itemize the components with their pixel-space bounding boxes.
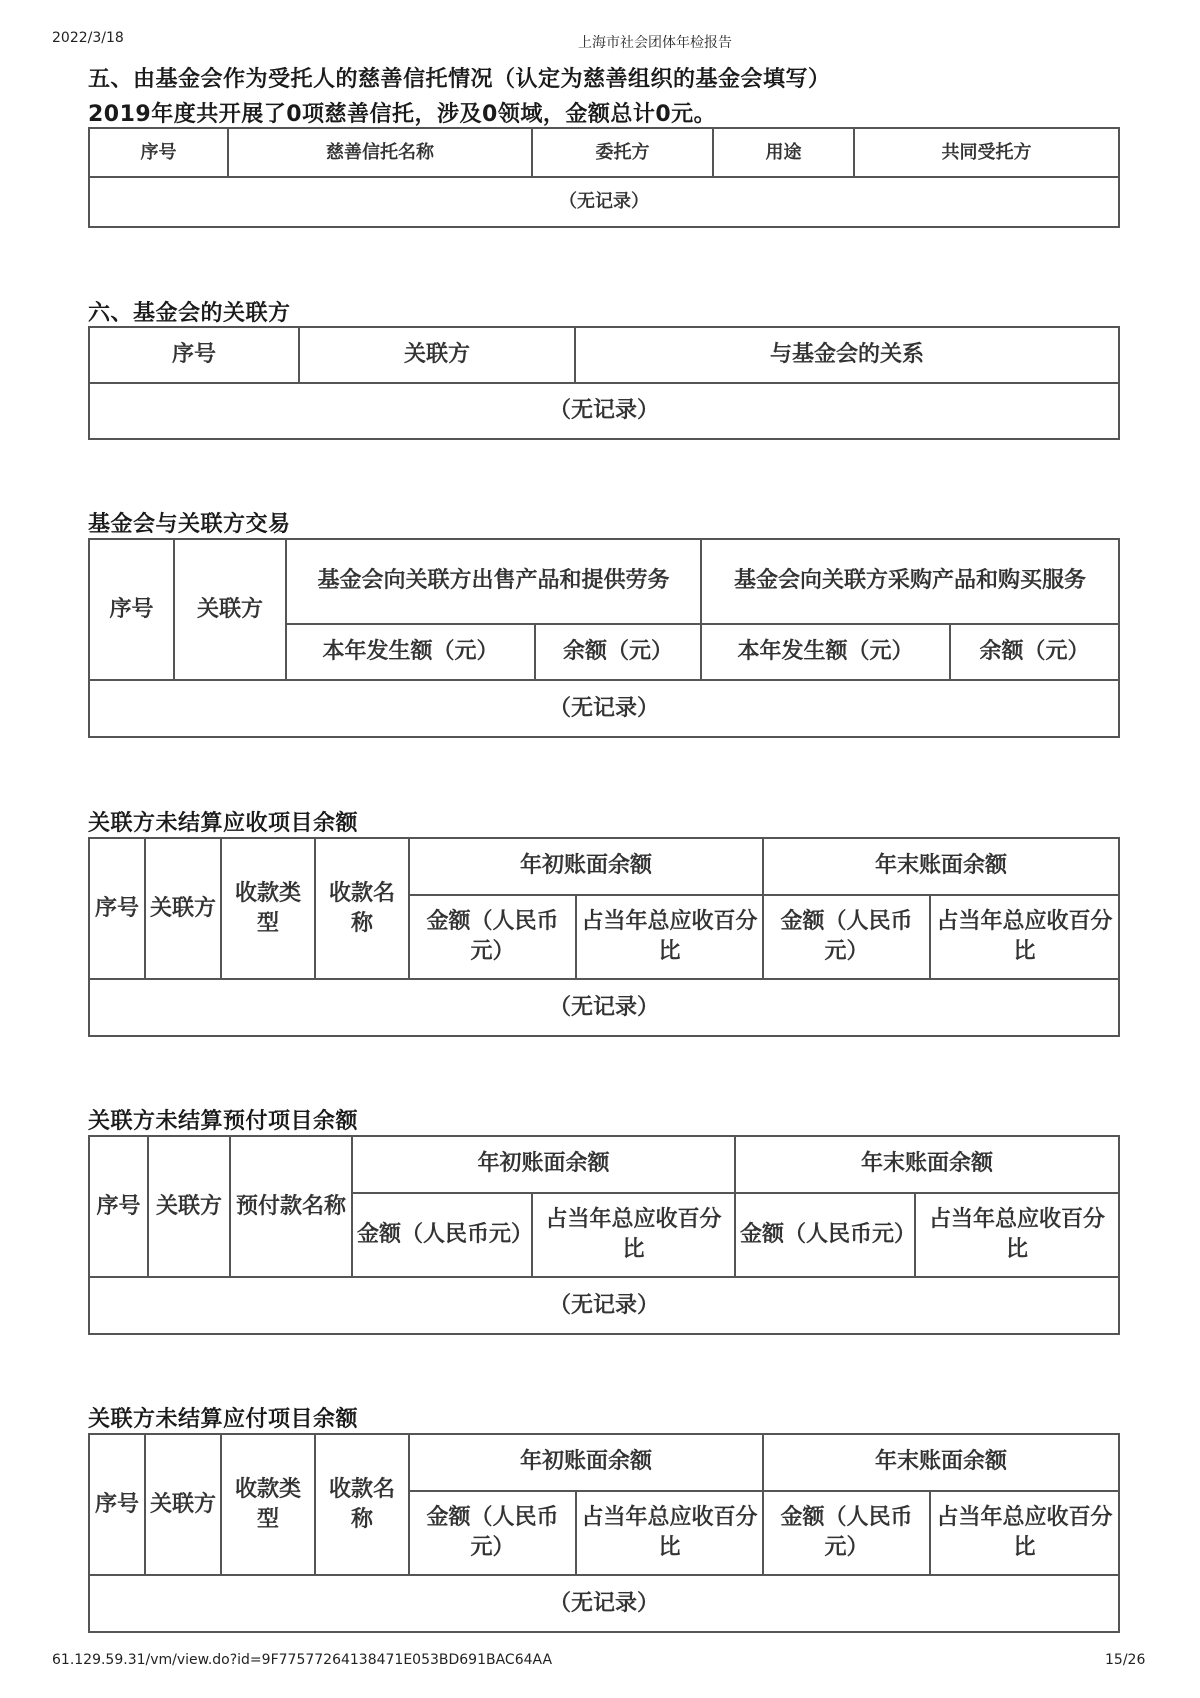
col-header: 与基金会的关系 bbox=[575, 327, 1119, 383]
group-header: 基金会向关联方采购产品和购买服务 bbox=[701, 539, 1119, 624]
group-header: 基金会向关联方出售产品和提供劳务 bbox=[286, 539, 701, 624]
col-header: 序号 bbox=[89, 539, 174, 680]
sub-header: 金额（人民币元） bbox=[409, 895, 576, 980]
section6-title: 六、基金会的关联方 bbox=[88, 301, 291, 326]
col-header: 关联方 bbox=[299, 327, 575, 383]
charity-trust-table bbox=[88, 127, 1120, 228]
col-header: 序号 bbox=[89, 327, 299, 383]
group-header: 年初账面余额 bbox=[409, 1434, 763, 1491]
sub-header: 占当年总应收百分比 bbox=[930, 1491, 1119, 1576]
page-url: 61.129.59.31/vm/view.do?id=9F77577264138471E053BD691BAC64AA bbox=[52, 1652, 553, 1668]
col-header: 收款类型 bbox=[221, 1434, 315, 1575]
col-header: 慈善信托名称 bbox=[228, 128, 532, 177]
col-header: 用途 bbox=[713, 128, 854, 177]
payable-title: 关联方未结算应付项目余额 bbox=[88, 1407, 359, 1432]
sub-header: 金额（人民币元） bbox=[735, 1193, 915, 1278]
no-record-text: （无记录） bbox=[89, 680, 1119, 737]
page-header-title: 上海市社会团体年检报告 bbox=[578, 35, 732, 51]
no-record-text: （无记录） bbox=[89, 177, 1119, 227]
receivable-table bbox=[88, 837, 1120, 1037]
col-header: 序号 bbox=[89, 1136, 148, 1277]
sub-header: 余额（元） bbox=[950, 624, 1119, 681]
group-header: 年末账面余额 bbox=[763, 1434, 1119, 1491]
page-number: 15/26 bbox=[1105, 1652, 1146, 1668]
prepaid-table bbox=[88, 1135, 1120, 1335]
group-header: 年末账面余额 bbox=[735, 1136, 1119, 1193]
col-header: 关联方 bbox=[148, 1136, 230, 1277]
sub-header: 占当年总应收百分比 bbox=[576, 895, 763, 980]
col-header: 关联方 bbox=[145, 838, 221, 979]
transactions-title: 基金会与关联方交易 bbox=[88, 512, 291, 537]
col-header: 预付款名称 bbox=[230, 1136, 352, 1277]
no-record-text: （无记录） bbox=[89, 979, 1119, 1036]
prepaid-title: 关联方未结算预付项目余额 bbox=[88, 1109, 359, 1134]
sub-header: 本年发生额（元） bbox=[701, 624, 950, 681]
receivable-title: 关联方未结算应收项目余额 bbox=[88, 811, 359, 836]
col-header: 收款类型 bbox=[221, 838, 315, 979]
sub-header: 余额（元） bbox=[535, 624, 701, 681]
sub-header: 占当年总应收百分比 bbox=[930, 895, 1119, 980]
sub-header: 金额（人民币元） bbox=[763, 895, 930, 980]
sub-header: 金额（人民币元） bbox=[352, 1193, 532, 1278]
group-header: 年初账面余额 bbox=[352, 1136, 735, 1193]
col-header: 序号 bbox=[89, 128, 228, 177]
no-record-text: （无记录） bbox=[89, 383, 1119, 439]
sub-header: 占当年总应收百分比 bbox=[532, 1193, 735, 1278]
transactions-table bbox=[88, 538, 1120, 738]
no-record-text: （无记录） bbox=[89, 1575, 1119, 1632]
col-header: 关联方 bbox=[145, 1434, 221, 1575]
sub-header: 占当年总应收百分比 bbox=[576, 1491, 763, 1576]
related-party-table bbox=[88, 326, 1120, 440]
col-header: 序号 bbox=[89, 838, 145, 979]
col-header: 收款名称 bbox=[315, 1434, 409, 1575]
group-header: 年初账面余额 bbox=[409, 838, 763, 895]
col-header: 收款名称 bbox=[315, 838, 409, 979]
section5-summary: 2019年度共开展了0项慈善信托，涉及0领域，金额总计0元。 bbox=[88, 102, 717, 127]
col-header: 序号 bbox=[89, 1434, 145, 1575]
payable-table bbox=[88, 1433, 1120, 1633]
group-header: 年末账面余额 bbox=[763, 838, 1119, 895]
col-header: 共同受托方 bbox=[854, 128, 1119, 177]
sub-header: 金额（人民币元） bbox=[763, 1491, 930, 1576]
sub-header: 金额（人民币元） bbox=[409, 1491, 576, 1576]
no-record-text: （无记录） bbox=[89, 1277, 1119, 1334]
col-header: 委托方 bbox=[532, 128, 713, 177]
print-date: 2022/3/18 bbox=[52, 30, 124, 46]
sub-header: 占当年总应收百分比 bbox=[915, 1193, 1119, 1278]
col-header: 关联方 bbox=[174, 539, 286, 680]
section5-title: 五、由基金会作为受托人的慈善信托情况（认定为慈善组织的基金会填写） bbox=[88, 67, 831, 92]
sub-header: 本年发生额（元） bbox=[286, 624, 535, 681]
